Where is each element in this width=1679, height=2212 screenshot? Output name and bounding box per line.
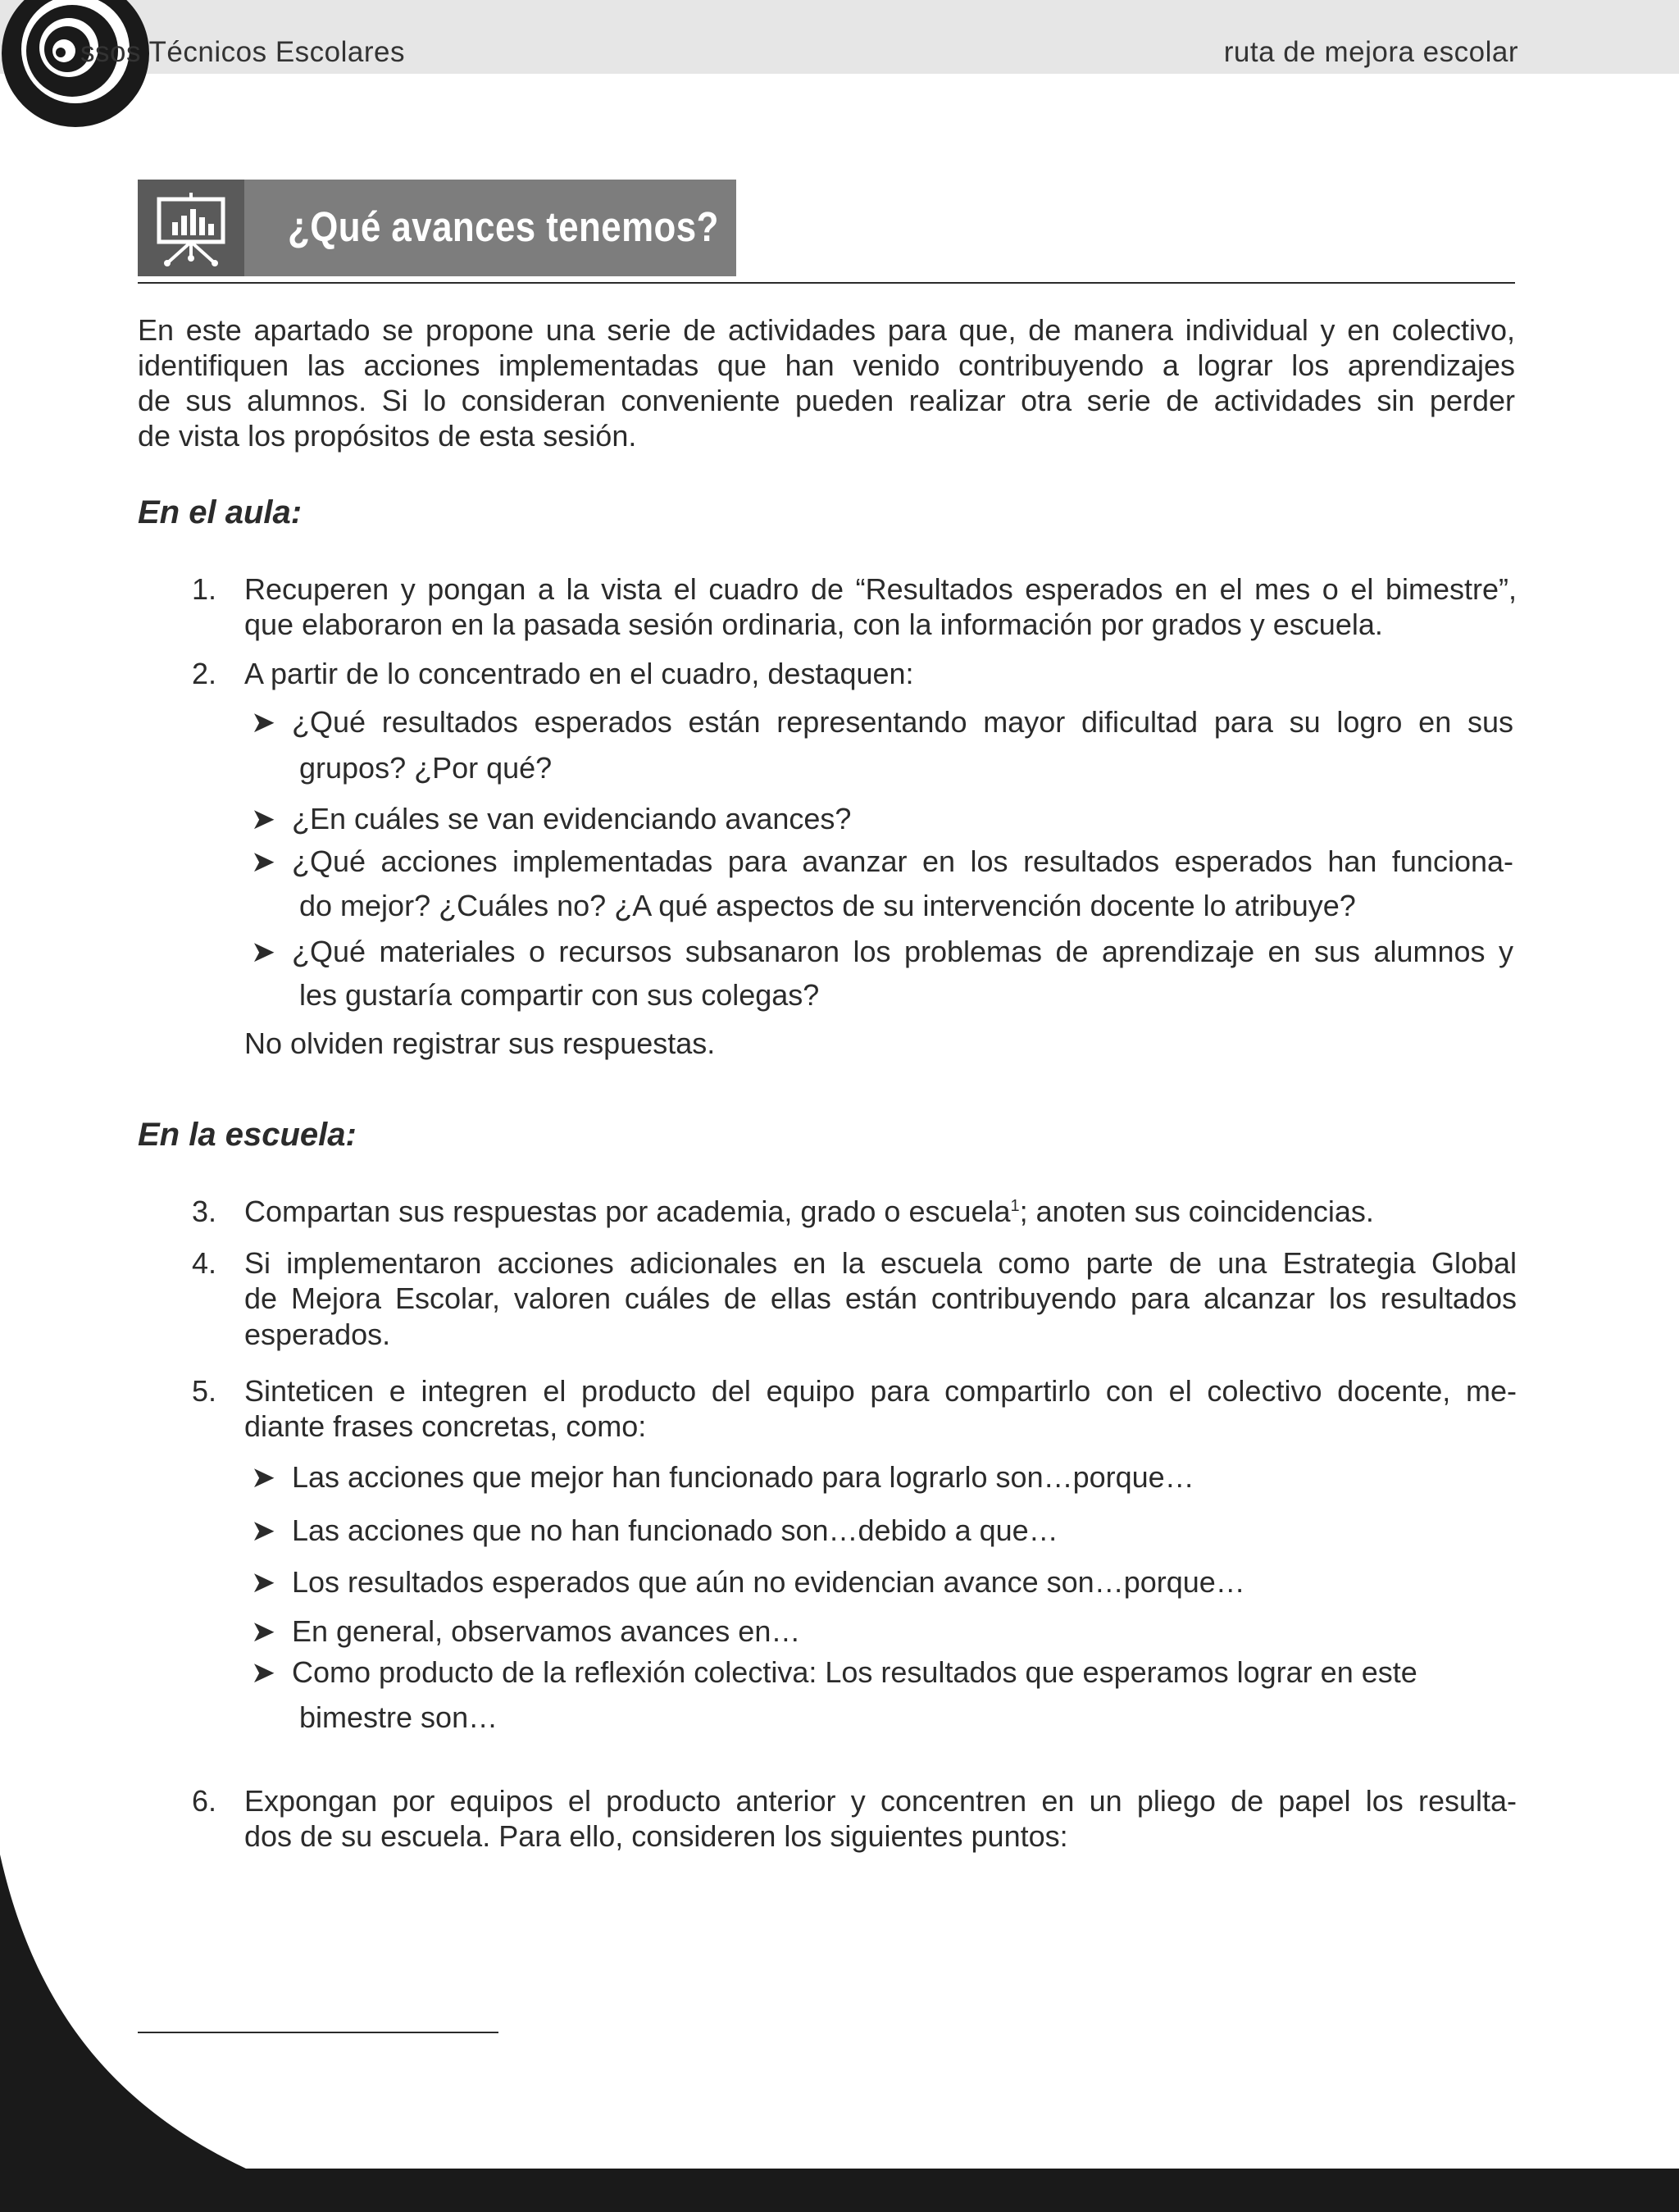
list-number: 2. [191, 657, 216, 690]
closing-note: No olviden registrar sus respuestas. [244, 1026, 716, 1060]
footnote-divider [138, 2032, 498, 2033]
bullet-text: ¿Qué materiales o recursos subsanaron los problemas de aprendizaje en sus alumnos y [292, 935, 1513, 968]
bullet-continuation: grupos? ¿Por qué? [299, 751, 553, 785]
arrow-bullet-icon: ➤ [251, 1655, 276, 1689]
arrow-bullet-icon: ➤ [251, 844, 276, 878]
intro-line: En este apartado se propone una serie de actividades para que, de manera individual y en colectivo, [138, 313, 1515, 347]
section-title: ¿Qué avances tenemos? [288, 203, 719, 250]
arrow-bullet-icon: ➤ [251, 1565, 276, 1599]
bullet-text: En general, observamos avances en… [292, 1614, 801, 1648]
bullet-text: ¿Qué resultados esperados están representando mayor dificultad para su logro en sus [292, 705, 1513, 739]
list-item-3-text-end: ; anoten sus coincidencias. [1019, 1195, 1374, 1228]
bullet-text: Los resultados esperados que aún no evidencian avance son…porque… [292, 1565, 1245, 1599]
arrow-bullet-icon: ➤ [251, 1614, 276, 1648]
header-series-title: ssos Técnicos Escolares [80, 36, 406, 68]
arrow-bullet-icon: ➤ [251, 935, 276, 968]
section-divider [138, 282, 1515, 284]
list-item-4-line2: de Mejora Escolar, valoren cuáles de ellas están contribuyendo para alcanzar los resultados [244, 1281, 1517, 1315]
intro-paragraph [138, 312, 1515, 453]
header-document-title: ruta de mejora escolar [1223, 36, 1518, 68]
arrow-bullet-icon: ➤ [251, 1513, 276, 1547]
heading-en-la-escuela: En la escuela: [138, 1117, 357, 1153]
bullet-continuation: do mejor? ¿Cuáles no? ¿A qué aspectos de su intervención docente lo atribuye? [299, 889, 1356, 922]
arrow-bullet-icon: ➤ [251, 1460, 276, 1494]
list-item-3 [244, 1194, 1517, 1229]
bullet-continuation: bimestre son… [299, 1700, 498, 1734]
arrow-bullet-icon: ➤ [251, 802, 276, 835]
intro-line: de vista los propósitos de esta sesión. [138, 419, 637, 453]
list-item-3-text: Compartan sus respuestas por academia, grado o escuela [244, 1195, 1011, 1228]
list-item-5-line2: diante frases concretas, como: [244, 1409, 647, 1443]
list-item-1-line2: que elaboraron en la pasada sesión ordinaria, con la información por grados y escuela. [244, 608, 1383, 641]
presentation-board-chart-icon [152, 191, 230, 268]
intro-line: identifiquen las acciones implementadas que han venido contribuyendo a lograr los aprendizajes [138, 348, 1515, 382]
list-number: 1. [191, 572, 216, 606]
list-item-6-line2: dos de su escuela. Para ello, consideren los siguientes puntos: [244, 1819, 1068, 1853]
bullet-text: Las acciones que no han funcionado son…debido a que… [292, 1513, 1058, 1547]
bullet-text: Las acciones que mejor han funcionado para lograrlo son…porque… [292, 1460, 1194, 1494]
bullet-continuation: les gustaría compartir con sus colegas? [299, 978, 820, 1012]
bullet-text: ¿En cuáles se van evidenciando avances? [292, 802, 852, 835]
section-banner [138, 180, 736, 276]
arrow-bullet-icon: ➤ [251, 705, 276, 739]
list-item-4-line1: Si implementaron acciones adicionales en la escuela como parte de una Estrategia Global [244, 1246, 1517, 1280]
bullet-text: Como producto de la reflexión colectiva: Los resultados que esperamos lograr en este [292, 1655, 1417, 1689]
list-item-2-text: A partir de lo concentrado en el cuadro, destaquen: [244, 657, 914, 690]
list-number: 5. [191, 1374, 216, 1408]
banner-icon-box [138, 180, 244, 276]
list-number: 6. [191, 1784, 216, 1818]
list-item-5-line1: Sinteticen e integren el producto del equipo para compartirlo con el colectivo docente, me- [244, 1374, 1517, 1408]
list-number: 3. [191, 1195, 216, 1228]
list-item-6-line1: Expongan por equipos el producto anterior y concentren en un pliego de papel los resulta- [244, 1784, 1517, 1818]
footnote-marker: 1 [1010, 1197, 1020, 1215]
bullet-text: ¿Qué acciones implementadas para avanzar en los resultados esperados han funciona- [292, 844, 1513, 878]
list-number: 4. [191, 1246, 216, 1280]
list-item-4-line3: esperados. [244, 1318, 391, 1351]
heading-en-el-aula: En el aula: [138, 494, 303, 530]
intro-line: de sus alumnos. Si lo consideran conveniente pueden realizar otra serie de actividades sin perder [138, 384, 1515, 417]
list-item-1-line1: Recuperen y pongan a la vista el cuadro de “Resultados esperados en el mes o el bimestre”, [244, 572, 1517, 606]
